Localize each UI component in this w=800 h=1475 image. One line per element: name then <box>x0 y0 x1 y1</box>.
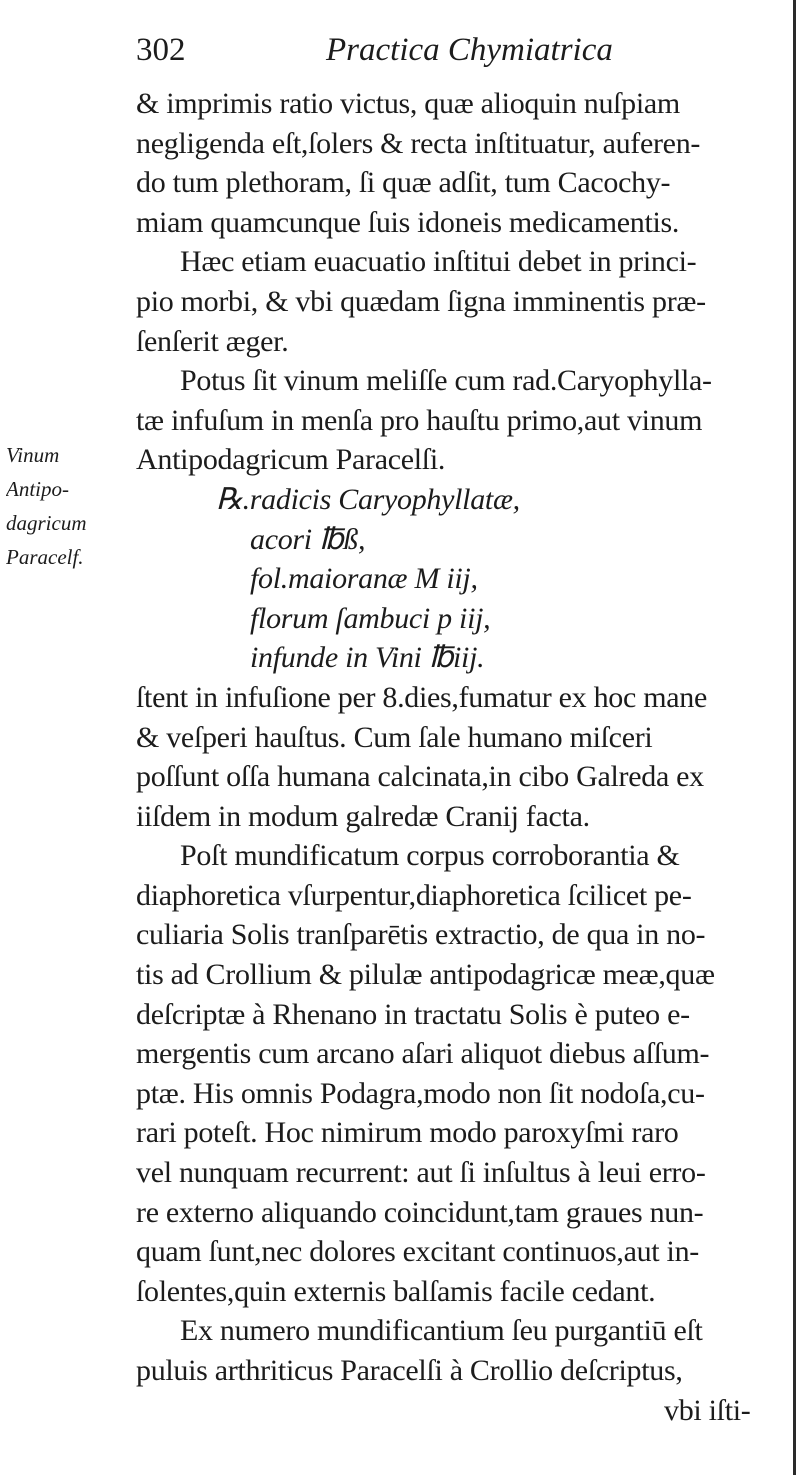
marginal-note-line: Vinum <box>6 443 60 467</box>
text-line: tæ infuſum in menſa pro hauſtu primo,aut vinum <box>136 403 703 437</box>
text-line: quam ſunt,nec dolores excitant continuos,aut in- <box>136 1235 699 1269</box>
recipe-line: ℞.radicis Caryophyllatæ, <box>216 482 520 516</box>
recipe-line: florum ſambuci p iij, <box>250 601 491 635</box>
running-title: Practica Chymiatrica <box>326 32 613 68</box>
recipe-line: acori ℔ß, <box>250 522 366 556</box>
text-line: miam quamcunque ſuis idoneis medicamentis. <box>136 205 680 239</box>
marginal-note-line: dagricum <box>6 511 87 535</box>
text-line: mergentis cum arcano aſari aliquot diebus aſſum- <box>136 1037 710 1071</box>
text-line: rari poteſt. Hoc nimirum modo paroxyſmi raro <box>136 1116 679 1150</box>
text-line: do tum plethoram, ſi quæ adſit, tum Cacochy- <box>136 166 671 200</box>
text-line: poſſunt oſſa humana calcinata,in cibo Galreda ex <box>136 760 704 794</box>
text-line: & veſperi hauſtus. Cum ſale humano miſceri <box>136 720 653 754</box>
marginal-note-line: Antipo- <box>6 477 69 501</box>
page-number: 302 <box>136 32 186 68</box>
text-line: re externo aliquando coincidunt,tam graues nun- <box>136 1195 704 1229</box>
text-line: vel nunquam recurrent: aut ſi inſultus à leui erro- <box>136 1156 706 1190</box>
body-text <box>136 84 776 1430</box>
text-line: ſolentes,quin externis balſamis facile cedant. <box>136 1274 656 1308</box>
marginal-note <box>6 438 124 574</box>
recipe-line: fol.maioranæ M iij, <box>250 562 478 596</box>
text-line: ptæ. His omnis Podagra,modo non ſit nodoſa,cu- <box>136 1076 705 1110</box>
recipe-line: infunde in Vini ℔iij. <box>250 641 485 675</box>
text-line: diaphoretica vſurpentur,diaphoretica ſcilicet pe- <box>136 878 692 912</box>
text-line: Potus ſit vinum meliſſe cum rad.Caryophylla- <box>180 364 712 398</box>
page-edge-rule <box>793 0 796 1475</box>
marginal-note-line: Paracelf. <box>6 545 84 569</box>
text-line: culiaria Solis tranſparētis extractio, de qua in no- <box>136 918 706 952</box>
text-line: deſcriptæ à Rhenano in tractatu Solis è puteo e- <box>136 997 690 1031</box>
text-line: puluis arthriticus Paracelſi à Crollio deſcriptus, <box>136 1354 683 1387</box>
text-line: ſtent in infuſione per 8.dies,fumatur ex hoc mane <box>136 680 707 714</box>
text-line: Hæc etiam euacuatio inſtitui debet in princi- <box>180 245 697 279</box>
text-line: & imprimis ratio victus, quæ alioquin nuſpiam <box>136 87 680 120</box>
catchword: vbi iſti- <box>664 1393 751 1427</box>
text-line: ſenſerit æger. <box>136 324 289 358</box>
text-line: tis ad Crollium & pilulæ antipodagricæ meæ,quæ <box>136 958 715 992</box>
text-line: Antipodagricum Paracelſi. <box>136 443 446 477</box>
text-line: negligenda eſt,ſolers & recta inſtituatur, auferen- <box>136 126 701 160</box>
text-line: Poſt mundificatum corpus corroborantia & <box>180 839 680 873</box>
text-line: iiſdem in modum galredæ Cranij facta. <box>136 799 590 833</box>
text-line: pio morbi, & vbi quædam ſigna imminentis præ- <box>136 284 706 318</box>
text-line: Ex numero mundificantium ſeu purgantiū eſt <box>180 1314 703 1348</box>
